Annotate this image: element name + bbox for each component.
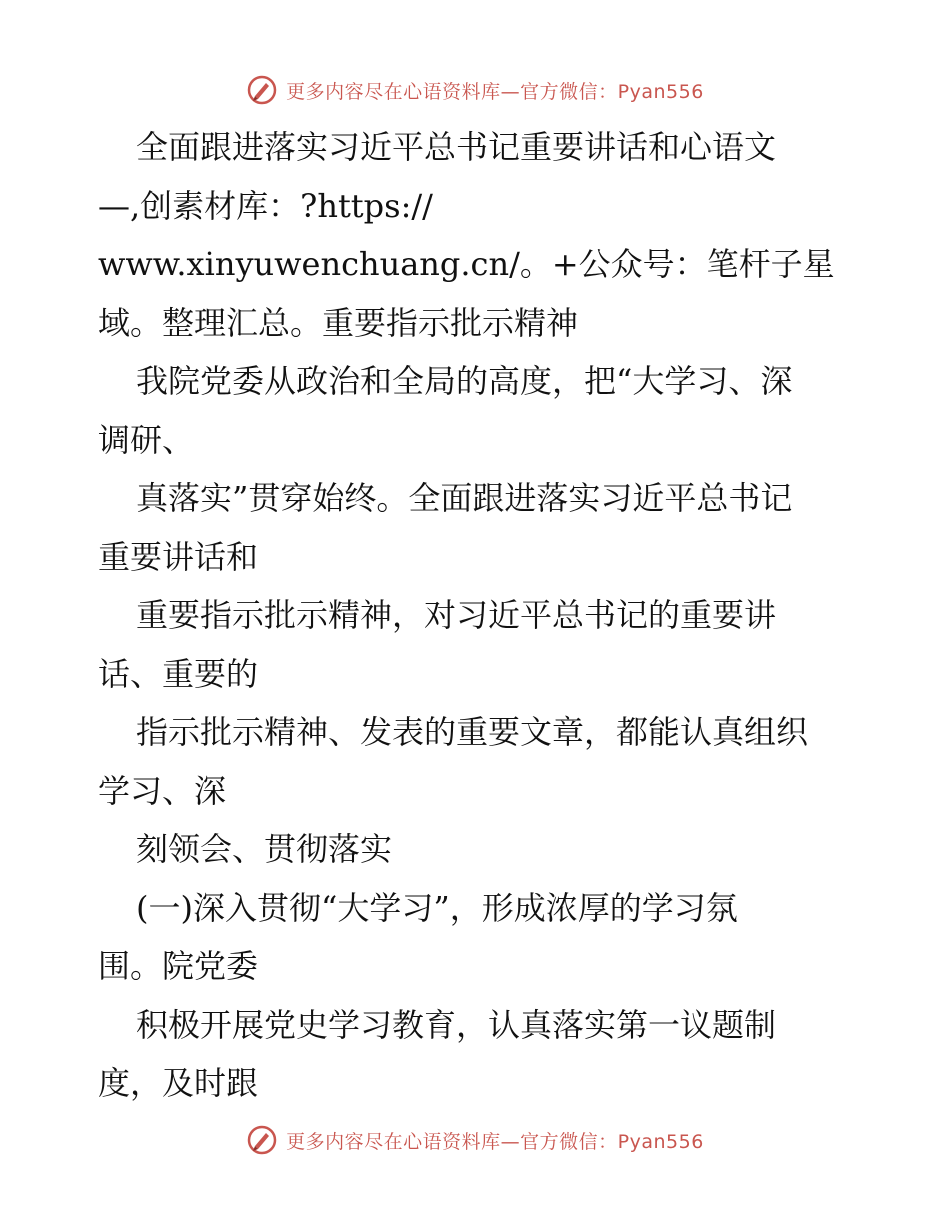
text-line: 度，及时跟 — [98, 1064, 259, 1102]
footer-banner-text: 更多内容尽在心语资料库—官方微信：Pyan556 — [286, 1130, 704, 1153]
text-line: 调研、 — [98, 420, 195, 459]
header-banner-text: 更多内容尽在心语资料库—官方微信：Pyan556 — [286, 80, 704, 103]
pen-seal-logo-icon — [246, 74, 278, 106]
header-banner — [0, 70, 950, 110]
text-line: —,创素材库：?https:// — [98, 186, 433, 225]
text-line: (一)深入贯彻“大学习”，形成浓厚的学习氛 — [136, 888, 738, 927]
document-body — [98, 118, 858, 1113]
text-line: 域。整理汇总。重要指示批示精神 — [98, 303, 579, 342]
text-line: 全面跟进落实习近平总书记重要讲话和心语文 — [136, 128, 777, 166]
pen-seal-logo-icon — [246, 1124, 278, 1156]
text-line: 我院党委从政治和全局的高度，把“大学习、深 — [136, 362, 793, 400]
text-line: 围。院党委 — [98, 947, 259, 985]
text-line: 重要讲话和 — [98, 537, 259, 576]
text-line: 学习、深 — [98, 771, 227, 810]
footer-banner — [0, 1120, 950, 1160]
text-line: 指示批示精神、发表的重要文章，都能认真组织 — [136, 713, 809, 751]
text-line: 重要指示批示精神，对习近平总书记的重要讲 — [136, 596, 777, 634]
text-line: www.xinyuwenchuang.cn/。+公众号：笔杆子星 — [98, 245, 835, 283]
text-line: 刻领会、贯彻落实 — [136, 830, 393, 868]
text-line: 话、重要的 — [98, 654, 259, 693]
text-line: 积极开展党史学习教育，认真落实第一议题制 — [136, 1005, 777, 1044]
text-line: 真落实”贯穿始终。全面跟进落实习近平总书记 — [136, 479, 793, 517]
